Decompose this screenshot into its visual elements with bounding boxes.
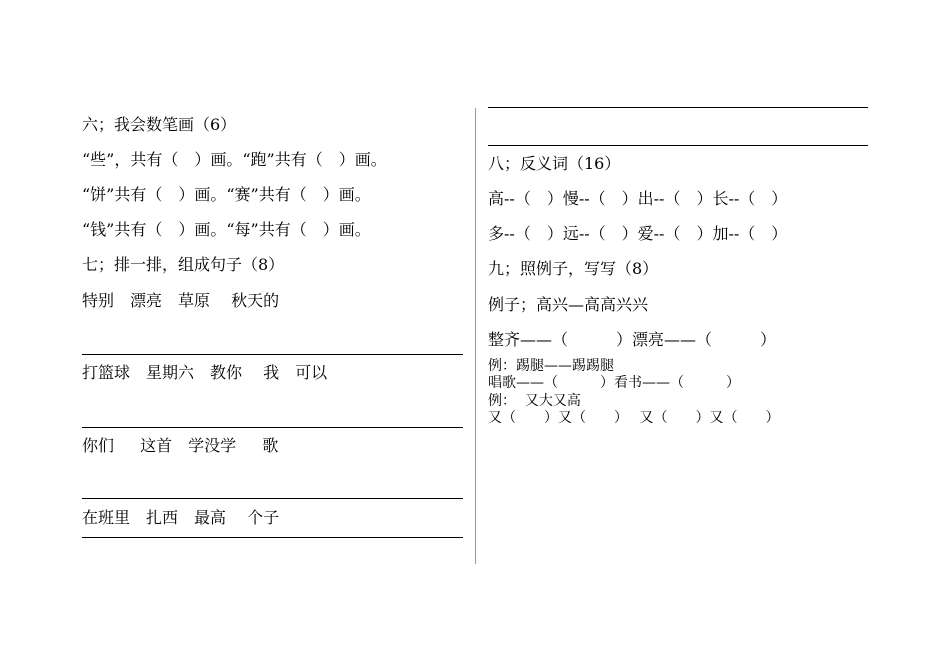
section-9-question-2: 唱歌——（ ）看书——（ ） [488,375,740,391]
answer-line [82,354,463,355]
section-6-title: 六；我会数笔画（6） [82,115,237,134]
answer-line [488,145,868,146]
section-8-line-2: 多--（ ）远--（ ）爱--（ ）加--（ ） [488,224,788,243]
section-9-question-3: 又（ ）又（ ） 又（ ）又（ ） [488,410,780,426]
section-7-words-3: 你们 这首 学没学 歌 [82,436,279,455]
section-9-example-2: 例：踢腿——踢踢腿 [488,358,614,374]
answer-line [82,427,463,428]
section-9-example-3: 例： 又大又高 [488,393,581,409]
column-divider [475,108,476,564]
answer-line [82,537,463,538]
section-6-line-2: “饼”共有（ ）画。“赛”共有（ ）画。 [82,185,371,204]
section-9-title: 九；照例子，写写（8） [488,259,659,278]
answer-line [82,498,463,499]
section-7-words-1: 特别 漂亮 草原 秋天的 [82,291,280,310]
section-7-words-4: 在班里 扎西 最高 个子 [82,508,280,527]
answer-line [488,107,868,108]
section-6-line-3: “钱”共有（ ）画。“每”共有（ ）画。 [82,220,371,239]
section-8-title: 八；反义词（16） [488,154,621,173]
section-8-line-1: 高--（ ）慢--（ ）出--（ ）长--（ ） [488,189,788,208]
section-7-words-2: 打篮球 星期六 教你 我 可以 [82,363,328,382]
section-7-title: 七；排一排，组成句子（8） [82,255,285,274]
section-9-question-1: 整齐——（ ）漂亮——（ ） [488,330,777,349]
section-6-line-1: “些”，共有（ ）画。“跑”共有（ ）画。 [82,150,387,169]
section-9-example: 例子；高兴—高高兴兴 [488,295,649,314]
